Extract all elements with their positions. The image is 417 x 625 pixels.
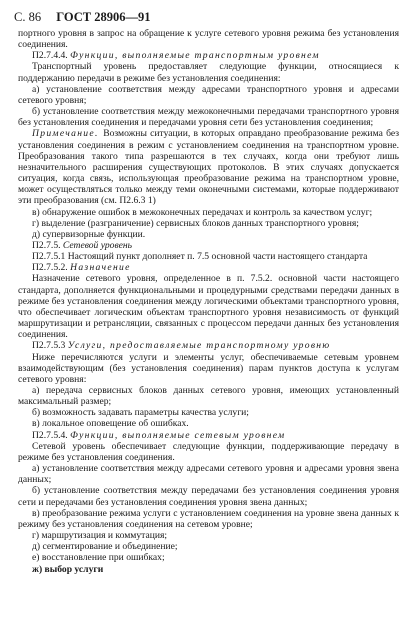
paragraph: Транспортный уровень предоставляет следующие функции, относящиеся к поддержанию передачи в режиме без установления соединения: bbox=[18, 61, 399, 84]
section-heading: П2.7.5.4. Функции, выполняемые сетевым уровнем bbox=[32, 429, 286, 441]
list-item: в) обнаружение ошибок в межоконечных передачах и контроль за качеством услуг; bbox=[32, 206, 373, 218]
list-item: г) выделение (разграничение) сервисных блоков данных транспортного уровня; bbox=[32, 217, 359, 229]
list-item: б) установление соответствия между межоконечными передачами транспортного уровня без установления соединения и передачами уровня сети без установления соединения; bbox=[18, 106, 399, 129]
section-heading: П2.7.4.4. Функции, выполняемые транспортным уровнем bbox=[32, 50, 320, 62]
list-item: ж) выбор услуги bbox=[32, 563, 104, 575]
list-item: а) передача сервисных блоков данных сетевого уровня, имеющих установленный максимальный размер; bbox=[18, 385, 399, 408]
standard-title: ГОСТ 28906—91 bbox=[56, 10, 151, 24]
list-item: е) восстановление при ошибках; bbox=[32, 552, 165, 564]
list-item: г) маршрутизация и коммутация; bbox=[32, 530, 168, 542]
paragraph: Назначение сетевого уровня, определенное в п. 7.5.2. основной части настоящего стандарта, дополняется функциональными и процедурными средствами передачи данных в режиме без установления соединения между логическими объектами транспортного уровня, что обеспечивает логическим объектам транспортного уровня независимость от функций маршрутизации и ретрансляции, связанных с процессом передачи данных без установления соединения. bbox=[18, 273, 399, 341]
paragraph: Сетевой уровень обеспечивает следующие функции, поддерживающие передачу в режиме без установления соединения. bbox=[18, 440, 399, 463]
list-item: д) супервизорные функции. bbox=[32, 228, 146, 240]
section-heading: П2.7.5.2. Назначение bbox=[32, 262, 131, 274]
section-heading: П2.7.5. Сетевой уровень bbox=[32, 239, 133, 251]
list-item: б) установление соответствия между передачами без установления соединения уровня сети и передачами без установления соединения уровня звена данных; bbox=[18, 485, 399, 508]
paragraph: портного уровня в запрос на обращение к услуге сетевого уровня режима без установления соединения. bbox=[18, 28, 399, 51]
list-item: а) установление соответствия между адресами сетевого уровня и адресами уровня звена данных; bbox=[18, 463, 399, 486]
paragraph: П2.7.5.1 Настоящий пункт дополняет п. 7.5 основной части настоящего стандарта bbox=[32, 251, 368, 263]
list-item: а) установление соответствия между адресами транспортного уровня и адресами сетевого уровня; bbox=[18, 83, 399, 106]
list-item: б) возможность задавать параметры качества услуги; bbox=[32, 407, 249, 419]
paragraph: Ниже перечисляются услуги и элементы услуг, обеспечиваемые сетевым уровнем взаимодействующим (без установления соединения) парам пунктов доступа к услугам сетевого уровня: bbox=[18, 351, 399, 385]
page-header bbox=[14, 10, 150, 25]
list-item: в) преобразование режима услуги с установлением соединения на уровне звена данных к режиму без установления соединения на сетевом уровне; bbox=[18, 507, 399, 530]
section-heading: П2.7.5.3 Услуги, предоставляемые транспортному уровню bbox=[32, 340, 331, 352]
list-item: д) сегментирование и объединение; bbox=[32, 541, 178, 553]
document-body bbox=[18, 28, 399, 575]
note: Примечание. Возможны ситуации, в которых оправдано преобразование режима без установления соединения в режим с установлением соединения на транспортном уровне. Преобразования такого типа разрешаются в тех случаях, когда они требуют лишь незначительного расширения существующих протоколов. В этих случаях допускается ситуация, когда связь, использующая преобразование режима на транспортном уровне, может осуществляться только между теми оконечными системами, которые поддерживают эти преобразования (см. П2.6.3 1) bbox=[18, 128, 399, 207]
list-item: в) локальное оповещение об ошибках. bbox=[32, 418, 189, 430]
page-number: С. 86 bbox=[14, 10, 42, 24]
